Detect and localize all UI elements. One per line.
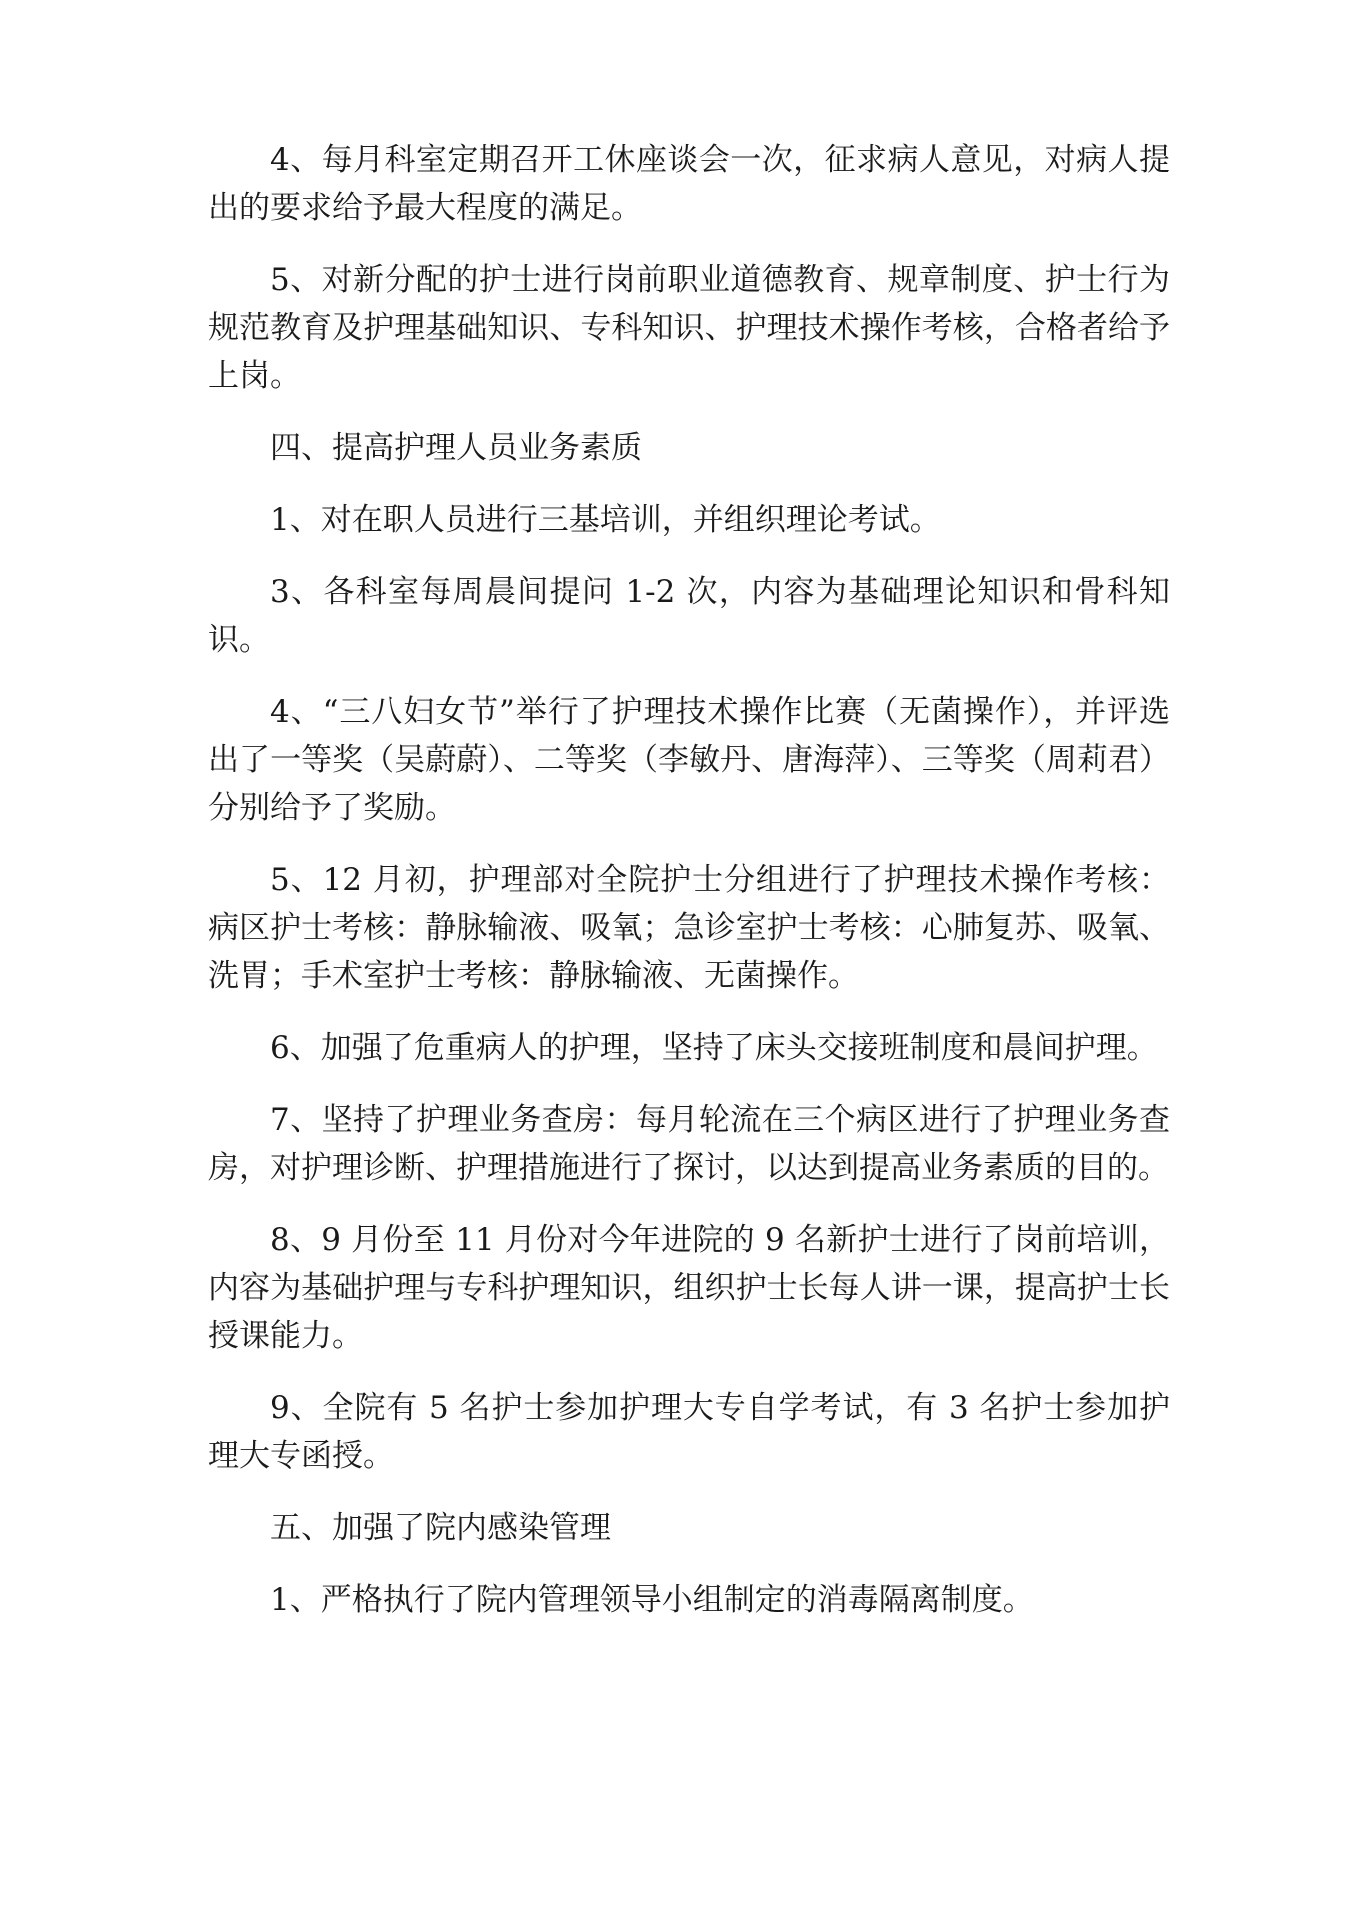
paragraph-7-nursing-rounds: 7、坚持了护理业务查房：每月轮流在三个病区进行了护理业务查房，对护理诊断、护理措施进行了探讨，以达到提高业务素质的目的。 <box>208 1102 1170 1186</box>
document-body <box>208 136 1170 1648</box>
paragraph-9-college-exam: 9、全院有 5 名护士参加护理大专自学考试，有 3 名护士参加护理大专函授。 <box>208 1390 1170 1474</box>
paragraph-1-three-basics: 1、对在职人员进行三基培训，并组织理论考试。 <box>270 502 941 538</box>
section-heading-4: 四、提高护理人员业务素质 <box>270 430 642 466</box>
paragraph-1-disinfection: 1、严格执行了院内管理领导小组制定的消毒隔离制度。 <box>270 1582 1034 1618</box>
paragraph-5-skill-assessment: 5、12 月初，护理部对全院护士分组进行了护理技术操作考核：病区护士考核：静脉输液、吸氧；急诊室护士考核：心肺复苏、吸氧、洗胃；手术室护士考核：静脉输液、无菌操作。 <box>208 862 1170 994</box>
paragraph-4-patient-meeting: 4、每月科室定期召开工休座谈会一次，征求病人意见，对病人提出的要求给予最大程度的满足。 <box>208 142 1170 226</box>
paragraph-4-competition: 4、“三八妇女节”举行了护理技术操作比赛（无菌操作），并评选出了一等奖（吴蔚蔚）、二等奖（李敏丹、唐海萍）、三等奖（周莉君）分别给予了奖励。 <box>208 694 1170 826</box>
paragraph-5-new-nurse-training: 5、对新分配的护士进行岗前职业道德教育、规章制度、护士行为规范教育及护理基础知识、专科知识、护理技术操作考核，合格者给予上岗。 <box>208 262 1170 394</box>
paragraph-3-morning-questions: 3、各科室每周晨间提问 1-2 次，内容为基础理论知识和骨科知识。 <box>208 574 1170 658</box>
paragraph-8-pre-job-training: 8、9 月份至 11 月份对今年进院的 9 名新护士进行了岗前培训，内容为基础护理与专科护理知识，组织护士长每人讲一课，提高护士长授课能力。 <box>208 1222 1170 1354</box>
section-heading-5: 五、加强了院内感染管理 <box>270 1510 611 1546</box>
paragraph-6-critical-care: 6、加强了危重病人的护理，坚持了床头交接班制度和晨间护理。 <box>270 1030 1158 1066</box>
